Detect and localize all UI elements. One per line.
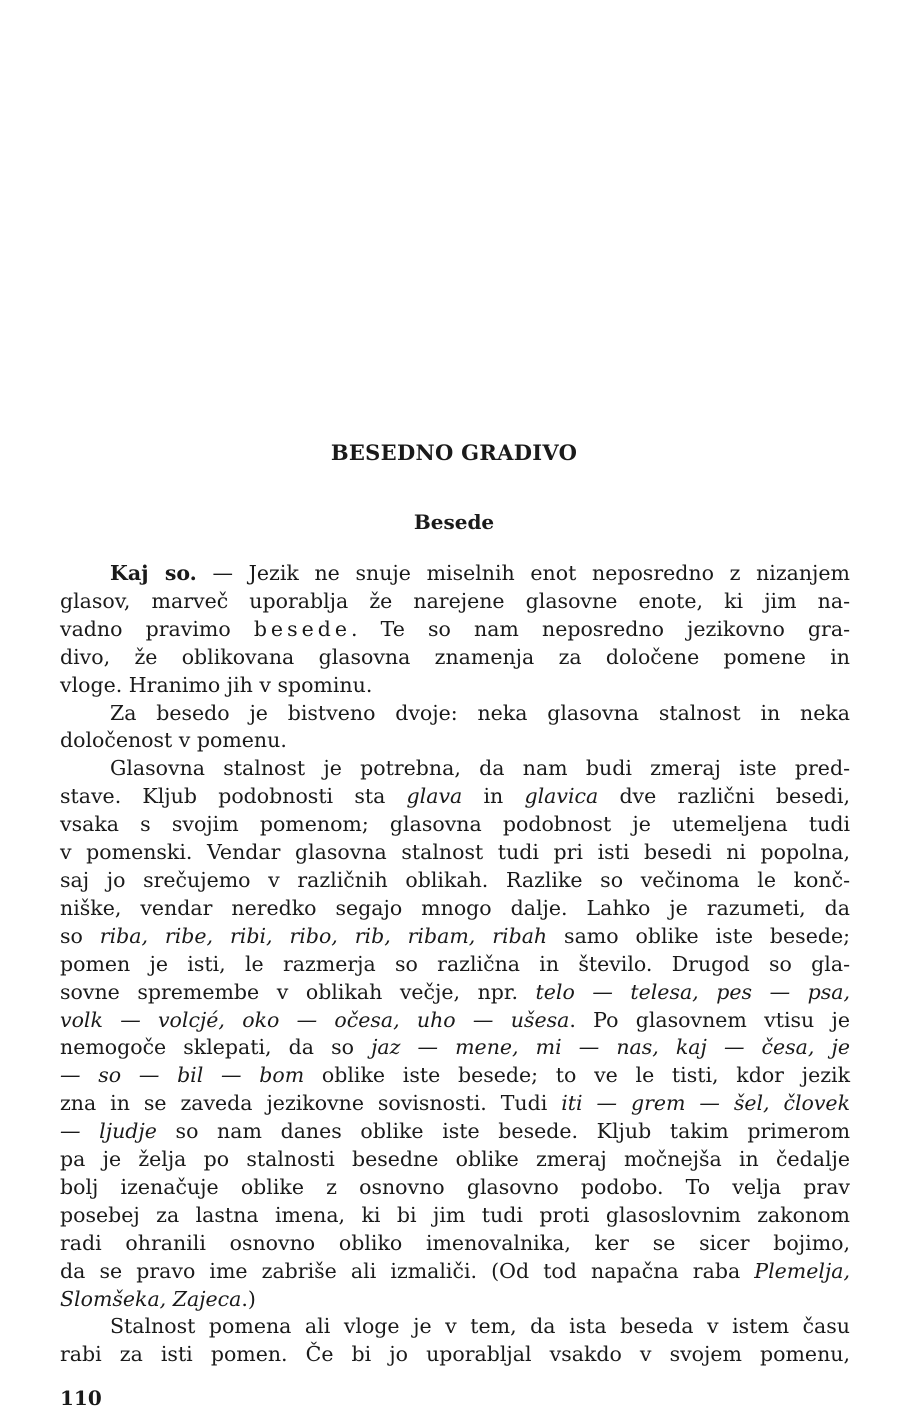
chapter-heading: BESEDNO GRADIVO xyxy=(330,440,578,465)
text-line: vsaka s svojim pomenom; glasovna podobnost je utemeljena tudi xyxy=(60,812,850,837)
text-line: Slomšeka, Zajeca.) xyxy=(60,1286,256,1311)
text-line: da se pravo ime zabriše ali izmaliči. (Od tod napačna raba Plemelja, xyxy=(60,1258,850,1283)
text-line: vadno pravimo besede. Te so nam neposredno jezikovno gra- xyxy=(60,616,850,641)
text-line: so riba, ribe, ribi, ribo, rib, ribam, ribah samo oblike iste besede; xyxy=(60,923,850,948)
text-line: sovne spremembe v oblikah večje, npr. telo — telesa, pes — psa, xyxy=(60,979,851,1004)
text-line: vloge. Hranimo jih v spominu. xyxy=(60,672,373,697)
text-line: določenost v pomenu. xyxy=(60,728,287,753)
text-line: pomen je isti, le razmerja so različna in število. Drugod so gla- xyxy=(60,951,850,976)
text-line: radi ohranili osnovno obliko imenovalnika, ker se sicer bojimo, xyxy=(60,1230,850,1255)
page-number: 110 xyxy=(60,1386,102,1410)
text-line: posebej za lastna imena, ki bi jim tudi proti glasoslovnim zakonom xyxy=(60,1202,850,1227)
text-line: glasov, marveč uporablja že narejene glasovne enote, ki jim na- xyxy=(60,588,850,613)
text-line: nemogoče sklepati, da so jaz — mene, mi — nas, kaj — česa, je xyxy=(60,1035,850,1060)
text-line: niške, vendar neredko segajo mnogo dalje. Lahko je razumeti, da xyxy=(60,895,850,920)
text-line: zna in se zaveda jezikovne sovisnosti. Tudi iti — grem — šel, človek xyxy=(60,1091,850,1116)
text-line: Kaj so. — Jezik ne snuje miselnih enot neposredno z nizanjem xyxy=(110,561,850,585)
text-line: bolj izenačuje oblike z osnovno glasovno podobo. To velja prav xyxy=(60,1174,850,1199)
text-line: divo, že oblikovana glasovna znamenja za določene pomene in xyxy=(60,644,850,669)
text-line: Za besedo je bistveno dvoje: neka glasovna stalnost in neka xyxy=(110,700,850,725)
section-heading: Besede xyxy=(413,510,495,534)
text-line: — ljudje so nam danes oblike iste besede. Kljub takim primerom xyxy=(60,1119,851,1144)
text-line: — so — bil — bom oblike iste besede; to ve le tisti, kdor jezik xyxy=(60,1063,850,1088)
text-line: Stalnost pomena ali vloge je v tem, da ista beseda v istem času xyxy=(110,1314,850,1339)
text-line: v pomenski. Vendar glasovna stalnost tudi pri isti besedi ni popolna, xyxy=(60,840,850,865)
text-line: Glasovna stalnost je potrebna, da nam budi zmeraj iste pred- xyxy=(110,756,850,781)
text-line: pa je želja po stalnosti besedne oblike zmeraj močnejša in čedalje xyxy=(60,1147,850,1172)
text-line: stave. Kljub podobnosti sta glava in glavica dve različni besedi, xyxy=(60,784,850,809)
text-line: saj jo srečujemo v različnih oblikah. Razlike so večinoma le konč- xyxy=(60,867,850,892)
text-line: volk — volcjé, oko — očesa, uho — ušesa. Po glasovnem vtisu je xyxy=(60,1007,850,1032)
text-line: rabi za isti pomen. Če bi jo uporabljal vsakdo v svojem pomenu, xyxy=(60,1342,850,1367)
body-text xyxy=(60,560,850,1369)
